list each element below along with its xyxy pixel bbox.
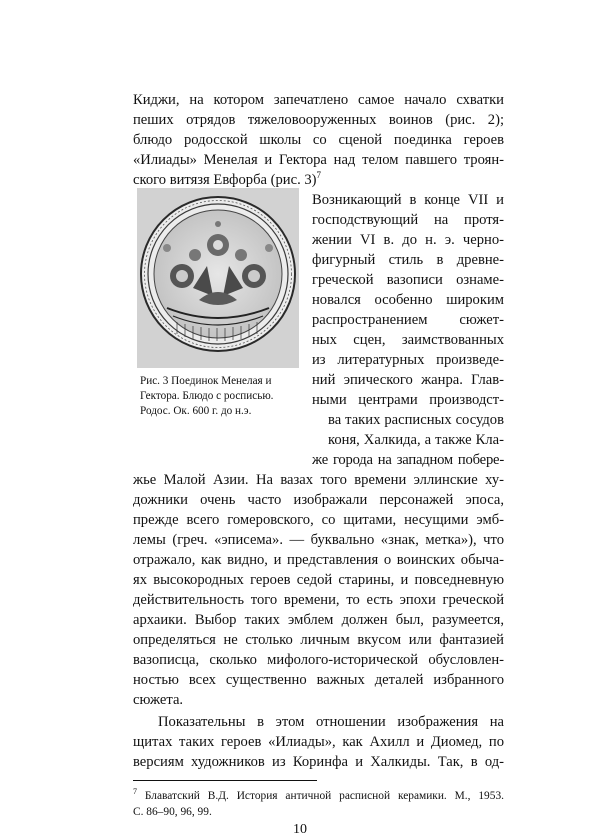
text-line: фигурный стиль в древне- (312, 252, 504, 268)
text-line: «Илиады» Менелая и Гектора над телом павшего троян- (133, 152, 504, 168)
text-line: дожники очень часто изображали персонажей эпоса, (133, 492, 504, 508)
text-line: щитах таких героев «Илиады», как Ахилл и Диомед, по (133, 734, 504, 750)
text-line: действительность того времени, то есть эпохи греческой (133, 592, 504, 608)
text-line: прежде всего гомеровского, со щитами, несущими эмб- (133, 512, 504, 528)
text-line: ностью всех существенно важных деталей избранного (133, 672, 504, 688)
footnote-separator (133, 780, 317, 781)
text-line: ва таких расписных сосудов (328, 412, 504, 428)
plate-illustration (137, 188, 299, 368)
text-line: Показательны в этом отношении изображения на (158, 714, 504, 730)
text-line: жье Малой Азии. На вазах того времени эллинские ху- (133, 472, 504, 488)
footnote-text: Блаватский В.Д. История античной расписной керамики. М., 1953. (144, 790, 504, 802)
text-line: жении VI в. до н. э. черно- (312, 232, 504, 248)
text-line: вазописца, сколько мифолого-исторической обусловлен- (133, 652, 504, 668)
footnote-line (133, 788, 504, 804)
text-line: версиям художников из Коринфа и Халкиды. Так, в од- (133, 754, 504, 770)
text-line-content: ского витязя Евфорба (рис. 3) (133, 172, 317, 188)
text-line: ний эпического жанра. Глав- (312, 372, 504, 388)
text-line: Киджи, на котором запечатлено самое начало схватки (133, 92, 504, 108)
text-line: лемы (греч. «эписема». — буквально «знак, метка»), что (133, 532, 504, 548)
text-line: же города на западном побере- (312, 452, 504, 468)
caption-line: Гектора. Блюдо с росписью. (140, 390, 274, 402)
footnote-marker[interactable]: 7 (316, 170, 322, 180)
text-line: пеших отрядов тяжеловооруженных воинов (рис. 2); (133, 112, 504, 128)
page-number: 10 (293, 822, 307, 837)
text-line: коня, Халкида, а также Кла- (328, 432, 504, 448)
text-line: Возникающий в конце VII и (312, 192, 504, 208)
text-line: из литературных произведе- (312, 352, 504, 368)
text-line: определяться не столько личным вкусом или фантазией (133, 632, 504, 648)
figure-caption (140, 374, 310, 419)
text-line: новался особенно широким (312, 292, 504, 308)
text-line: ях высокородных героев седой старины, и повседневную (133, 572, 504, 588)
text-line: распространением сюжет- (312, 312, 504, 328)
text-line: отражало, как видно, и представления о воинских обыча- (133, 552, 504, 568)
text-line: греческой вазописи ознаме- (312, 272, 504, 288)
footnote-number: 7 (133, 787, 137, 796)
caption-line: Родос. Ок. 600 г. до н.э. (140, 405, 252, 417)
text-line: архаики. Выбор таких эмблем должен был, разумеется, (133, 612, 504, 628)
footnote-line: С. 86–90, 96, 99. (133, 806, 212, 818)
text-line: блюдо родосской школы со сценой поединка героев (133, 132, 504, 148)
text-line: ными центрами производст- (312, 392, 504, 408)
caption-line: Рис. 3 Поединок Менелая и (140, 375, 272, 387)
text-line (133, 170, 504, 190)
text-line: ных сцен, заимствованных (312, 332, 504, 348)
text-line: господствующий на протя- (312, 212, 504, 228)
text-line: сюжета. (133, 692, 184, 708)
